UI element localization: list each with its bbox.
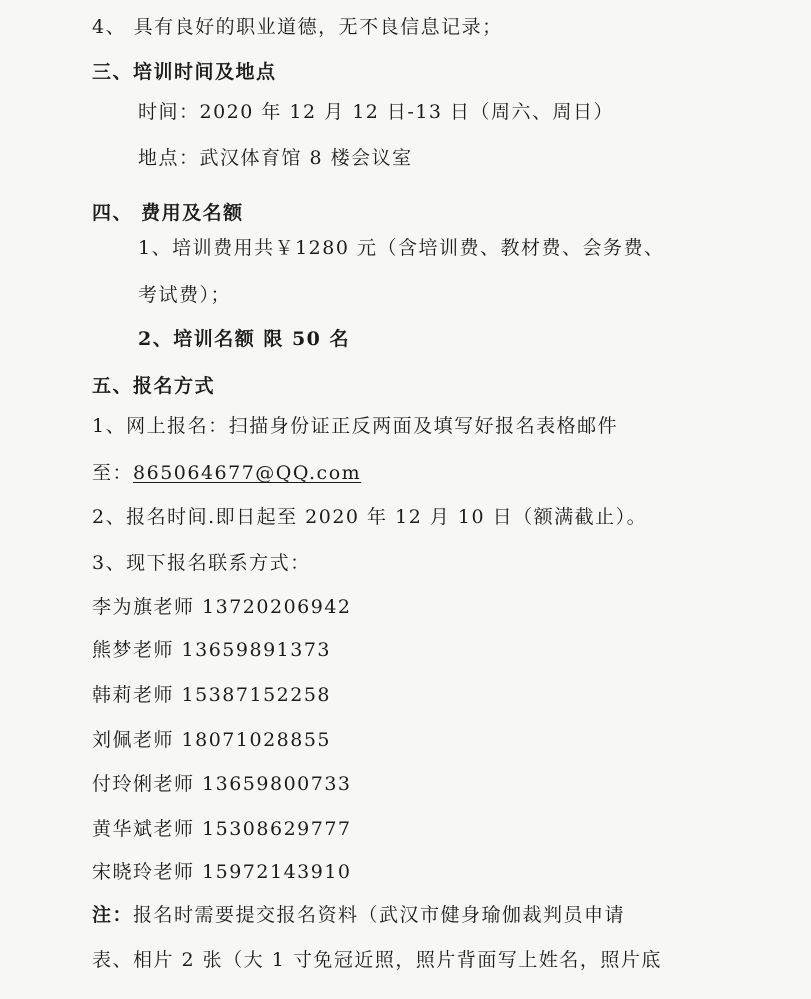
quota-line: 2、培训名额 限 50 名: [138, 328, 351, 350]
contact-item: 宋晓玲老师 15972143910: [92, 861, 352, 883]
contact-item: 付玲俐老师 13659800733: [92, 773, 352, 795]
contact-item: 黄华斌老师 15308629777: [92, 818, 352, 840]
note-text-1: 报名时需要提交报名资料（武汉市健身瑜伽裁判员申请: [133, 904, 626, 926]
fee-line-1: 1、培训费用共￥1280 元（含培训费、教材费、会务费、: [138, 237, 665, 259]
section-3-heading: 三、培训时间及地点: [92, 61, 277, 83]
email-link[interactable]: 865064677@QQ.com: [133, 462, 362, 484]
contact-item: 李为旗老师 13720206942: [92, 596, 352, 618]
training-place: 地点：武汉体育馆 8 楼会议室: [138, 147, 413, 169]
registration-time: 2、报名时间.即日起至 2020 年 12 月 10 日（额满截止）。: [92, 506, 648, 528]
online-registration: 1、网上报名：扫描身份证正反两面及填写好报名表格邮件: [92, 415, 619, 437]
fee-line-2: 考试费）；: [138, 284, 232, 306]
requirement-4: 4、 具有良好的职业道德，无不良信息记录；: [92, 16, 503, 38]
section-5-heading: 五、报名方式: [92, 375, 216, 397]
contact-item: 韩莉老师 15387152258: [92, 684, 332, 706]
contact-item: 刘佩老师 18071028855: [92, 729, 332, 751]
note-label: 注：: [92, 904, 134, 926]
contact-item: 熊梦老师 13659891373: [92, 639, 332, 661]
training-time: 时间：2020 年 12 月 12 日-13 日（周六、周日）: [138, 101, 615, 123]
contact-heading: 3、现下报名联系方式：: [92, 552, 311, 574]
note-line-1: [92, 902, 625, 928]
email-line: [92, 460, 361, 486]
note-line-2: 表、相片 2 张（大 1 寸免冠近照，照片背面写上姓名，照片底: [92, 949, 662, 971]
section-4-heading: 四、 费用及名额: [92, 202, 244, 224]
email-prefix: 至：: [92, 462, 134, 484]
